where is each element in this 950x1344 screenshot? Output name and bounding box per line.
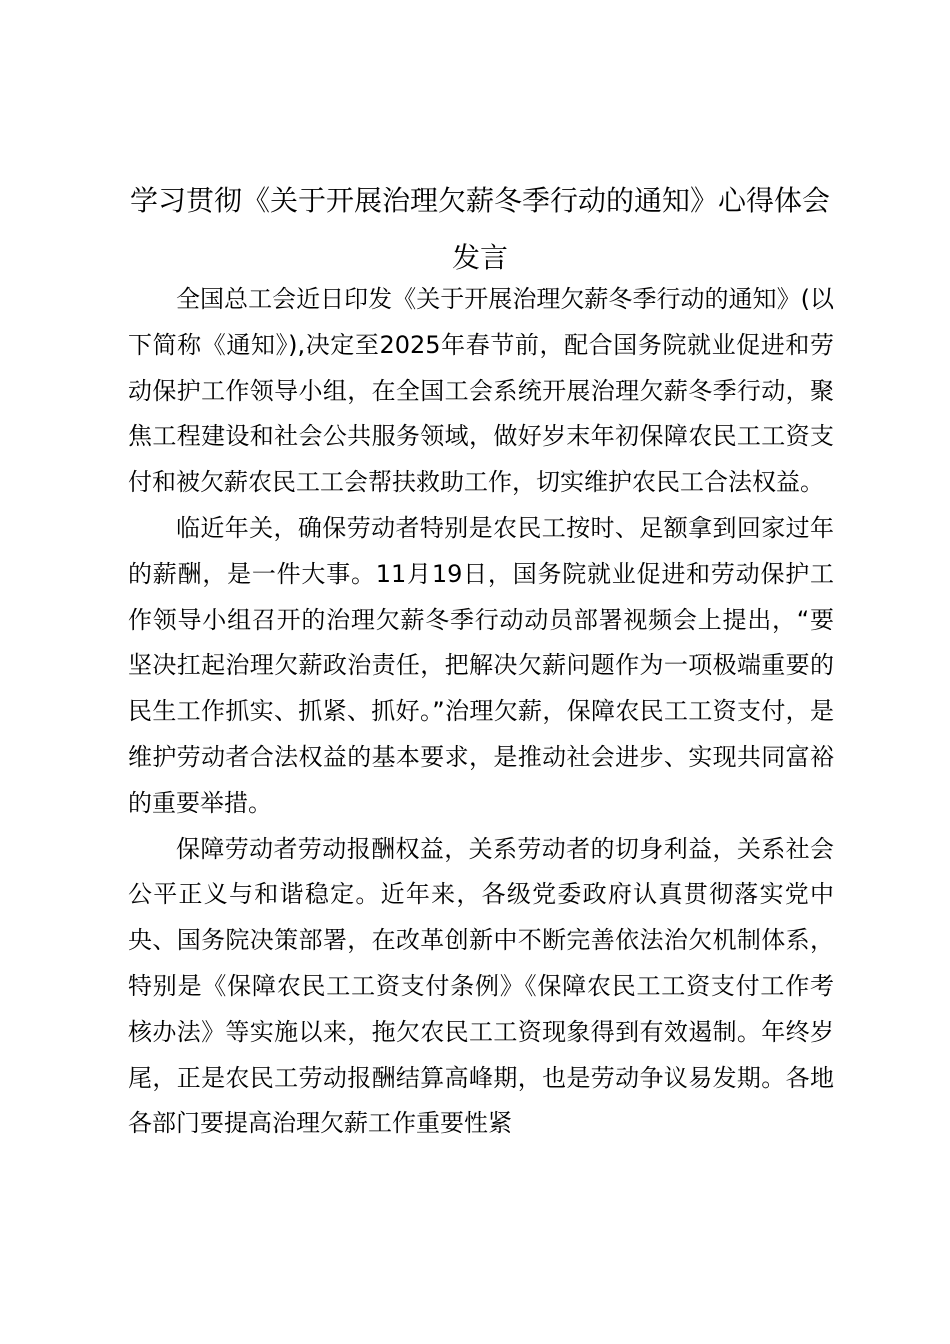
- paragraph-2: 临近年关，确保劳动者特别是农民工按时、足额拿到回家过年的薪酬，是一件大事。11月19日，国务院就业促进和劳动保护工作领导小组召开的治理欠薪冬季行动动员部署视频会上提出，“要坚决扛起治理欠薪政治责任，把解决欠薪问题作为一项极端重要的民生工作抓实、抓紧、抓好。”治理欠薪，保障农民工工资支付，是维护劳动者合法权益的基本要求，是推动社会进步、实现共同富裕的重要举措。: [128, 513, 834, 817]
- paragraph-1: 全国总工会近日印发《关于开展治理欠薪冬季行动的通知》(以下简称《通知》),决定至2025年春节前，配合国务院就业促进和劳动保护工作领导小组，在全国工会系统开展治理欠薪冬季行动，聚焦工程建设和社会公共服务领域，做好岁末年初保障农民工工资支付和被欠薪农民工工会帮扶救助工作，切实维护农民工合法权益。: [128, 285, 834, 497]
- document-title: 学习贯彻《关于开展治理欠薪冬季行动的通知》心得体会发言: [129, 184, 830, 274]
- paragraph-3: 保障劳动者劳动报酬权益，关系劳动者的切身利益，关系社会公平正义与和谐稳定。近年来，各级党委政府认真贯彻落实党中央、国务院决策部署，在改革创新中不断完善依法治欠机制体系，特别是《保障农民工工资支付条例》《保障农民工工资支付工作考核办法》等实施以来，拖欠农民工工资现象得到有效遏制。年终岁尾，正是农民工劳动报酬结算高峰期，也是劳动争议易发期。各地各部门要提高治理欠薪工作重要性紧: [128, 834, 834, 1138]
- document-body: [128, 277, 834, 1147]
